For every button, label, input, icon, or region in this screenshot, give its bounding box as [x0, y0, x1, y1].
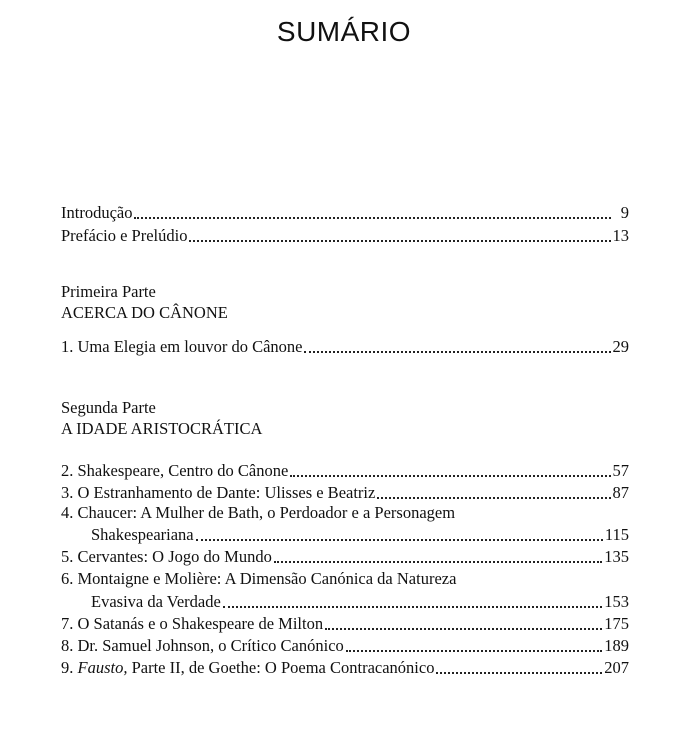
entry-label-prefix: 9. — [61, 658, 78, 677]
dot-leader — [377, 497, 610, 499]
entry-label-italic: Fausto, — [77, 658, 128, 677]
entry-page-number: 115 — [604, 525, 629, 544]
dot-leader — [274, 561, 602, 563]
toc-entry-prefacio[interactable] — [61, 224, 629, 246]
entry-label: 1. Uma Elegia em louvor do Cânone — [61, 337, 303, 356]
entry-page-number: 29 — [612, 337, 629, 356]
toc-entry-4-line1[interactable]: 4. Chaucer: A Mulher de Bath, o Perdoador e a Personagem — [61, 503, 456, 522]
toc-entry-3[interactable] — [61, 481, 629, 503]
toc-entry-8[interactable] — [61, 634, 629, 656]
dot-leader — [304, 351, 610, 353]
part2-title: A IDADE ARISTOCRÁTICA — [61, 419, 263, 438]
entry-label: 8. Dr. Samuel Johnson, o Crítico Canónico — [61, 636, 344, 655]
part1-title: ACERCA DO CÂNONE — [61, 303, 228, 322]
entry-page-number: 135 — [604, 547, 629, 566]
dot-leader — [325, 628, 602, 630]
entry-label: 5. Cervantes: O Jogo do Mundo — [61, 547, 272, 566]
entry-label — [61, 658, 434, 678]
entry-label: 7. O Satanás e o Shakespeare de Milton — [61, 614, 324, 633]
entry-page-number: 189 — [604, 636, 629, 655]
dot-leader — [436, 672, 602, 674]
dot-leader — [346, 650, 602, 652]
toc-entry-6[interactable] — [91, 590, 629, 612]
entry-label-continuation: Evasiva da Verdade — [91, 592, 221, 611]
toc-entry-2[interactable] — [61, 459, 629, 481]
entry-page-number: 87 — [612, 483, 629, 502]
entry-label: 2. Shakespeare, Centro do Cânone — [61, 461, 289, 480]
entry-page-number: 9 — [620, 203, 629, 222]
dot-leader — [290, 475, 610, 477]
toc-entry-5[interactable] — [61, 545, 629, 567]
toc-entry-1[interactable] — [61, 335, 629, 357]
dot-leader — [196, 539, 603, 541]
part1-kicker: Primeira Parte — [61, 282, 156, 301]
toc-entry-7[interactable] — [61, 612, 629, 634]
entry-page-number: 153 — [604, 592, 629, 611]
entry-label: Prefácio e Prelúdio — [61, 226, 188, 245]
entry-label-rest: Parte II, de Goethe: O Poema Contracanónico — [127, 658, 435, 677]
toc-entry-9[interactable] — [61, 656, 629, 678]
dot-leader — [223, 606, 602, 608]
entry-label: 3. O Estranhamento de Dante: Ulisses e Beatriz — [61, 483, 376, 502]
entry-page-number: 207 — [604, 658, 629, 677]
toc-entry-introducao[interactable] — [61, 201, 629, 223]
toc-entry-4[interactable] — [91, 523, 629, 545]
dot-leader — [189, 240, 610, 242]
dot-leader — [134, 217, 611, 219]
entry-page-number: 13 — [612, 226, 629, 245]
entry-page-number: 175 — [604, 614, 629, 633]
toc-entry-6-line1[interactable]: 6. Montaigne e Molière: A Dimensão Canónica da Natureza — [61, 569, 457, 588]
entry-label-continuation: Shakespeariana — [91, 525, 194, 544]
entry-label: Introdução — [61, 203, 133, 222]
entry-page-number: 57 — [612, 461, 629, 480]
page-title: SUMÁRIO — [276, 16, 412, 47]
part2-kicker: Segunda Parte — [61, 398, 156, 417]
